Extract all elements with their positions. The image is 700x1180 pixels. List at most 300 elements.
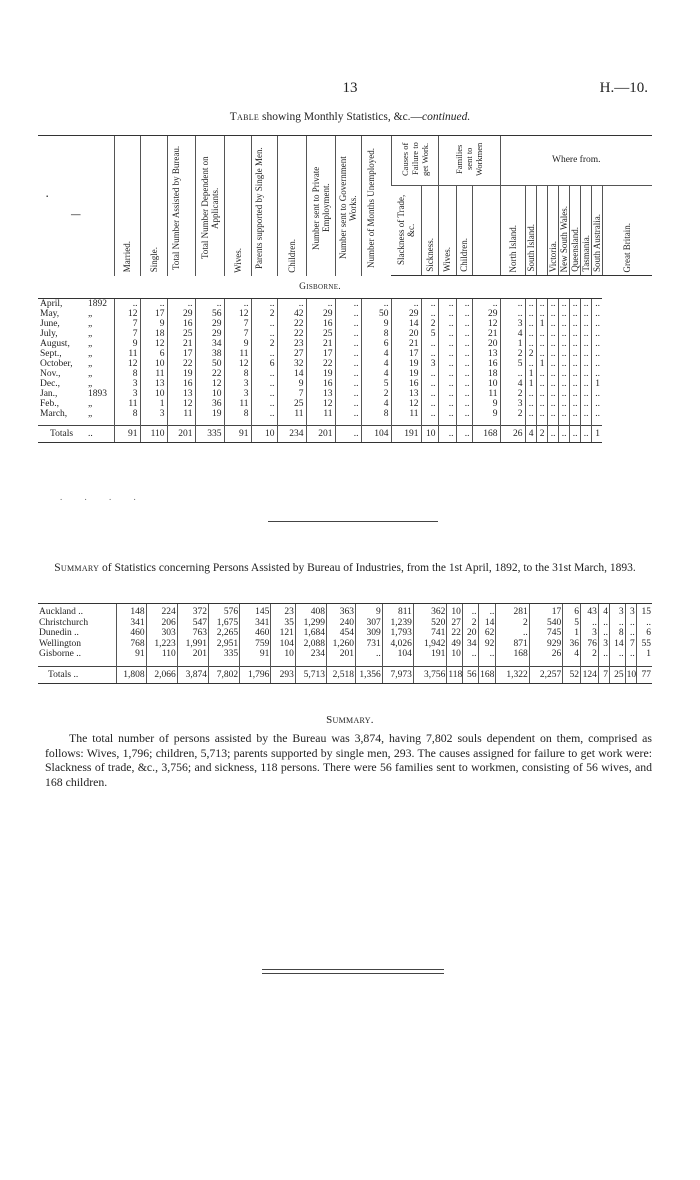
summary-cell: 309 (355, 628, 382, 639)
table-cell: 21 (167, 339, 195, 349)
table-cell: .. (569, 409, 580, 419)
table-cell: 29 (472, 309, 500, 319)
table-cell: 10 (140, 389, 167, 399)
table-cell: .. (421, 379, 438, 389)
table-cell: 16 (391, 379, 421, 389)
table-cell: .. (569, 349, 580, 359)
summary-totals-cell: 1,322 (496, 666, 529, 684)
summary-cell: 1,260 (327, 639, 356, 650)
summary-place: Christchurch (39, 617, 89, 628)
table-cell: .. (456, 399, 472, 409)
table-cell: .. (438, 369, 456, 379)
row-year: „ (88, 319, 93, 329)
summary-cell: 35 (271, 618, 296, 629)
table-row (38, 379, 652, 389)
table-cell: 5 (361, 379, 391, 389)
table-cell: .. (195, 299, 224, 310)
table-cell: .. (114, 299, 140, 310)
summary-cell: 408 (295, 604, 326, 618)
summary-cell: 4 (563, 649, 581, 660)
summary-row (38, 604, 652, 618)
table-cell: .. (472, 299, 500, 310)
table-cell: .. (525, 359, 536, 369)
summary-cell: 2 (496, 618, 529, 629)
table-cell: 9 (472, 399, 500, 409)
table-title-italic: continued. (422, 111, 471, 123)
summary-cell: 929 (529, 639, 562, 650)
col-tasmania: Tasmania. (580, 186, 591, 276)
table-cell: .. (456, 319, 472, 329)
totals-cell: 10 (251, 426, 277, 443)
table-cell: .. (438, 379, 456, 389)
table-cell: 21 (306, 339, 335, 349)
table-cell: .. (438, 329, 456, 339)
table-cell: .. (558, 349, 569, 359)
summary-cell: 43 (581, 604, 599, 618)
summary-cell: 49 (447, 639, 463, 650)
table-title-text: showing Monthly Statistics, &c.— (262, 111, 423, 123)
summary-cell: 281 (496, 604, 529, 618)
row-label (38, 369, 114, 379)
row-month: July, (40, 329, 58, 339)
summary-totals-cell: 293 (271, 666, 296, 684)
bottom-rule-1 (262, 969, 444, 970)
row-month: May, (40, 309, 60, 319)
summary-row (38, 618, 652, 629)
table-cell: 3 (114, 379, 140, 389)
table-cell: 21 (391, 339, 421, 349)
table-cell: 12 (114, 359, 140, 369)
row-label (38, 329, 114, 339)
summary-cell: 145 (240, 604, 271, 618)
row-year: „ (88, 399, 93, 409)
totals-cell: .. (569, 426, 580, 443)
table-cell: .. (456, 299, 472, 310)
summary-cell: 7 (625, 639, 636, 650)
col-nsw: New South Wales. (558, 186, 569, 276)
table-cell: .. (547, 379, 558, 389)
summary-cell: 14 (609, 639, 625, 650)
row-year: 1893 (88, 389, 107, 399)
table-cell: 50 (195, 359, 224, 369)
table-cell: .. (569, 339, 580, 349)
table-cell: 29 (195, 329, 224, 339)
table-title-lead: Table (229, 111, 260, 123)
summary-cell: 240 (327, 618, 356, 629)
table-cell: .. (391, 299, 421, 310)
summary-totals-cell: 168 (478, 666, 496, 684)
table-cell: 11 (472, 389, 500, 399)
table-cell: 11 (306, 409, 335, 419)
table-cell: .. (251, 369, 277, 379)
totals-cell: 201 (167, 426, 195, 443)
summary-totals-cell: 2,066 (146, 666, 177, 684)
row-label (38, 389, 114, 399)
col-where-blank (536, 186, 547, 276)
table-row (38, 299, 652, 310)
summary-cell: .. (462, 604, 478, 618)
summary-cell: 341 (116, 618, 146, 629)
table-cell: 2 (525, 349, 536, 359)
summary-cell: 1,675 (208, 618, 239, 629)
table-cell: .. (547, 319, 558, 329)
summary-statistics-table (38, 603, 652, 684)
table-cell: 1 (500, 339, 525, 349)
table-cell: 16 (472, 359, 500, 369)
table-cell: .. (580, 399, 591, 409)
table-cell: .. (224, 299, 251, 310)
summary-heading: Summary. (326, 714, 374, 726)
summary-place: Wellington (39, 638, 81, 649)
summary-totals-row (38, 666, 652, 684)
table-cell: 18 (140, 329, 167, 339)
table-cell: .. (558, 319, 569, 329)
totals-cell: 168 (472, 426, 500, 443)
col-group-where-from: Where from. (500, 136, 652, 186)
table-cell: .. (569, 389, 580, 399)
table-cell: 13 (306, 389, 335, 399)
table-cell: 22 (277, 319, 306, 329)
row-label (38, 319, 114, 329)
table-cell: .. (547, 349, 558, 359)
table-cell: .. (547, 389, 558, 399)
col-parents: Parents supported by Single Men. (251, 136, 277, 276)
row-year: „ (88, 409, 93, 419)
col-total-assisted: Total Number Assisted by Bureau. (167, 136, 195, 276)
table-cell: .. (335, 409, 361, 419)
table-cell: .. (421, 299, 438, 310)
summary-cell: 10 (447, 604, 463, 618)
summary-title-lead: Summary (54, 562, 100, 574)
summary-cell: 76 (581, 639, 599, 650)
table-cell: .. (306, 299, 335, 310)
col-stub-header (38, 136, 114, 276)
bottom-rule-2 (262, 973, 444, 974)
row-year: 1892 (88, 299, 107, 309)
col-queensland: Queensland. (569, 186, 580, 276)
table-cell: .. (547, 329, 558, 339)
table-cell: .. (438, 399, 456, 409)
table-row (38, 309, 652, 319)
summary-cell: .. (496, 628, 529, 639)
summary-title-text: of Statistics concerning Persons Assisted by Bureau of Industries, from the 1st April, 1892, to the 31st March, 1893. (102, 562, 636, 574)
summary-cell: 3 (598, 639, 609, 650)
table-cell: .. (456, 389, 472, 399)
summary-cell: 10 (271, 649, 296, 660)
summary-cell: 1,684 (295, 628, 326, 639)
table-cell: .. (525, 399, 536, 409)
summary-cell: .. (598, 649, 609, 660)
table-row (38, 369, 652, 379)
summary-cell: 168 (496, 649, 529, 660)
table-cell: 16 (306, 319, 335, 329)
table-cell: 2 (361, 389, 391, 399)
table-cell: 11 (114, 349, 140, 359)
table-cell: .. (421, 349, 438, 359)
row-label (38, 299, 114, 310)
summary-paragraph: The total number of persons assisted by the Bureau was 3,874, having 7,802 souls dependent on them, comprised as follows: Wives, 1,796; children, 5,713; parents supported by single men, 293. The causes assigned for failure to get work were: Slackness of trade, &c., 3,756; and sickness, 118 persons. There were 56 families sent to workmen, consisting of 56 wives, and 168 children. (45, 731, 652, 789)
table-cell: .. (421, 409, 438, 419)
table-row (38, 409, 652, 419)
table-cell: 17 (391, 349, 421, 359)
table-cell: 17 (306, 349, 335, 359)
table-cell: 19 (195, 409, 224, 419)
table-cell: .. (580, 369, 591, 379)
summary-totals-cell: 7,802 (208, 666, 239, 684)
table-cell: .. (335, 319, 361, 329)
summary-cell: 460 (116, 628, 146, 639)
summary-cell: 201 (327, 649, 356, 660)
table-cell: 29 (167, 309, 195, 319)
table-cell: .. (456, 409, 472, 419)
summary-row (38, 628, 652, 639)
table-cell: 21 (472, 329, 500, 339)
summary-cell: 17 (529, 604, 562, 618)
summary-totals-cell: 56 (462, 666, 478, 684)
totals-cell: .. (558, 426, 569, 443)
table-cell: 8 (224, 369, 251, 379)
table-cell: 13 (167, 389, 195, 399)
summary-cell: 763 (177, 628, 208, 639)
col-private-employment: Number sent to Private Employment. (306, 136, 335, 276)
table-cell: .. (558, 359, 569, 369)
table-cell: .. (547, 309, 558, 319)
table-cell: 22 (167, 359, 195, 369)
table-cell: .. (580, 299, 591, 310)
summary-cell: 2,265 (208, 628, 239, 639)
table-cell: .. (438, 409, 456, 419)
summary-totals-cell: 3,874 (177, 666, 208, 684)
table-cell: .. (569, 399, 580, 409)
table-cell: .. (536, 369, 547, 379)
totals-cell: 191 (391, 426, 421, 443)
table-cell: .. (335, 399, 361, 409)
summary-place: Gisborne .. (39, 649, 81, 659)
summary-cell: 234 (295, 649, 326, 660)
table-cell: 12 (306, 399, 335, 409)
summary-cell: 36 (563, 639, 581, 650)
table-cell: 19 (167, 369, 195, 379)
divider-rule (268, 521, 438, 522)
totals-cell: 91 (114, 426, 140, 443)
stray-dots: . . . . (60, 492, 146, 502)
table-cell: 12 (224, 359, 251, 369)
summary-cell: .. (581, 618, 599, 629)
table-cell: .. (591, 319, 602, 329)
totals-cell: 104 (361, 426, 391, 443)
summary-cell: 224 (146, 604, 177, 618)
page-number: 13 (342, 80, 358, 96)
table-cell: 12 (167, 399, 195, 409)
table-cell: .. (591, 359, 602, 369)
table-cell: 10 (195, 389, 224, 399)
table-cell: .. (536, 299, 547, 310)
table-cell: 19 (306, 369, 335, 379)
row-label (38, 339, 114, 349)
summary-cell: .. (625, 649, 636, 660)
table-cell: 36 (195, 399, 224, 409)
table-cell: .. (536, 389, 547, 399)
table-row (38, 349, 652, 359)
table-cell: .. (167, 299, 195, 310)
row-label (38, 359, 114, 369)
table-cell: 3 (421, 359, 438, 369)
col-total-dependent: Total Number Dependent on Applicants. (195, 136, 224, 276)
row-year: „ (88, 369, 93, 379)
table-row (38, 359, 652, 369)
monthly-statistics-table (38, 135, 652, 443)
table-cell: .. (558, 389, 569, 399)
table-cell: 5 (421, 329, 438, 339)
table-cell: .. (421, 369, 438, 379)
row-year: „ (88, 349, 93, 359)
summary-totals-cell: 7,973 (382, 666, 413, 684)
stub-dot: . (46, 190, 49, 201)
summary-totals-cell: 2,257 (529, 666, 562, 684)
summary-cell: 206 (146, 618, 177, 629)
table-cell: 2 (421, 319, 438, 329)
table-cell: 22 (277, 329, 306, 339)
summary-cell: 3 (609, 604, 625, 618)
summary-cell: 1,991 (177, 639, 208, 650)
table-cell: .. (438, 299, 456, 310)
summary-totals-cell: 10 (625, 666, 636, 684)
table-cell: .. (335, 339, 361, 349)
table-cell: 1 (525, 369, 536, 379)
table-cell: 8 (361, 329, 391, 339)
summary-cell: 22 (447, 628, 463, 639)
table-cell: .. (591, 309, 602, 319)
table-cell: .. (438, 349, 456, 359)
summary-cell: 8 (609, 628, 625, 639)
table-cell: .. (547, 299, 558, 310)
table-cell: .. (251, 319, 277, 329)
table-cell: 11 (224, 349, 251, 359)
summary-cell: 23 (271, 604, 296, 618)
table-cell: 9 (472, 409, 500, 419)
table-cell: 17 (167, 349, 195, 359)
table-cell: .. (525, 409, 536, 419)
table-cell: 4 (361, 349, 391, 359)
table-cell: 23 (277, 339, 306, 349)
table-cell: .. (525, 389, 536, 399)
table-cell: 11 (114, 399, 140, 409)
table-cell: 7 (114, 329, 140, 339)
summary-cell: 92 (478, 639, 496, 650)
page-reference: H.—10. (599, 80, 648, 96)
table-cell: .. (438, 359, 456, 369)
table-cell: .. (335, 299, 361, 310)
summary-totals-cell: 124 (581, 666, 599, 684)
table-cell: .. (569, 369, 580, 379)
table-cell: .. (500, 369, 525, 379)
table-cell: 1 (536, 359, 547, 369)
table-cell: .. (456, 339, 472, 349)
table-cell: 9 (224, 339, 251, 349)
table-cell: .. (580, 329, 591, 339)
totals-cell: 335 (195, 426, 224, 443)
col-married: Married. (114, 136, 140, 276)
table-cell: 16 (167, 379, 195, 389)
summary-cell: 307 (355, 618, 382, 629)
summary-cell: 20 (462, 628, 478, 639)
col-single: Single. (140, 136, 167, 276)
table-cell: .. (591, 299, 602, 310)
summary-cell: 27 (447, 618, 463, 629)
table-cell: .. (335, 349, 361, 359)
table-cell: .. (335, 329, 361, 339)
summary-cell: 2,088 (295, 639, 326, 650)
table-cell: 6 (140, 349, 167, 359)
summary-cell: .. (355, 649, 382, 660)
table-cell: 2 (500, 389, 525, 399)
col-group-causes: Causes of Failure to get Work. (391, 136, 438, 186)
summary-cell: 303 (146, 628, 177, 639)
table-cell: .. (569, 309, 580, 319)
table-cell: .. (547, 359, 558, 369)
table-cell: 20 (391, 329, 421, 339)
table-cell: .. (558, 369, 569, 379)
table-row (38, 339, 652, 349)
row-year: „ (88, 359, 93, 369)
summary-cell: 547 (177, 618, 208, 629)
table-cell: .. (438, 319, 456, 329)
summary-cell: 1,793 (382, 628, 413, 639)
table-cell: .. (547, 409, 558, 419)
summary-cell: 2 (462, 618, 478, 629)
table-cell: .. (335, 389, 361, 399)
summary-totals-cell: 1,796 (240, 666, 271, 684)
table-cell: 11 (167, 409, 195, 419)
table-cell: 12 (140, 339, 167, 349)
table-row (38, 399, 652, 409)
summary-cell: 14 (478, 618, 496, 629)
summary-cell: 10 (447, 649, 463, 660)
table-row (38, 319, 652, 329)
table-cell: 3 (500, 319, 525, 329)
table-cell: .. (547, 399, 558, 409)
col-sickness: Sickness. (421, 186, 438, 276)
row-label (38, 409, 114, 419)
summary-cell: 121 (271, 628, 296, 639)
table-cell: 8 (114, 409, 140, 419)
col-group-families: Families sent to Workmen (438, 136, 500, 186)
table-cell: .. (335, 369, 361, 379)
summary-cell: 3 (625, 604, 636, 618)
table-cell: .. (536, 329, 547, 339)
summary-cell: .. (598, 618, 609, 629)
totals-cell: 201 (306, 426, 335, 443)
table-cell: 10 (472, 379, 500, 389)
summary-totals-cell: 1,356 (355, 666, 382, 684)
table-cell: 3 (224, 389, 251, 399)
totals-cell: 2 (536, 426, 547, 443)
table-cell: .. (456, 379, 472, 389)
col-south-island: South Island. (525, 186, 536, 276)
table-cell: .. (251, 299, 277, 310)
table-cell: .. (421, 339, 438, 349)
table-cell: 8 (361, 409, 391, 419)
table-cell: .. (580, 359, 591, 369)
table-cell: .. (525, 299, 536, 310)
table-cell: .. (547, 339, 558, 349)
totals-label-text: Totals (50, 429, 74, 439)
row-month: Nov., (40, 369, 61, 379)
summary-cell: .. (625, 628, 636, 639)
summary-totals-cell: 7 (598, 666, 609, 684)
summary-cell: .. (478, 604, 496, 618)
row-label (38, 379, 114, 389)
